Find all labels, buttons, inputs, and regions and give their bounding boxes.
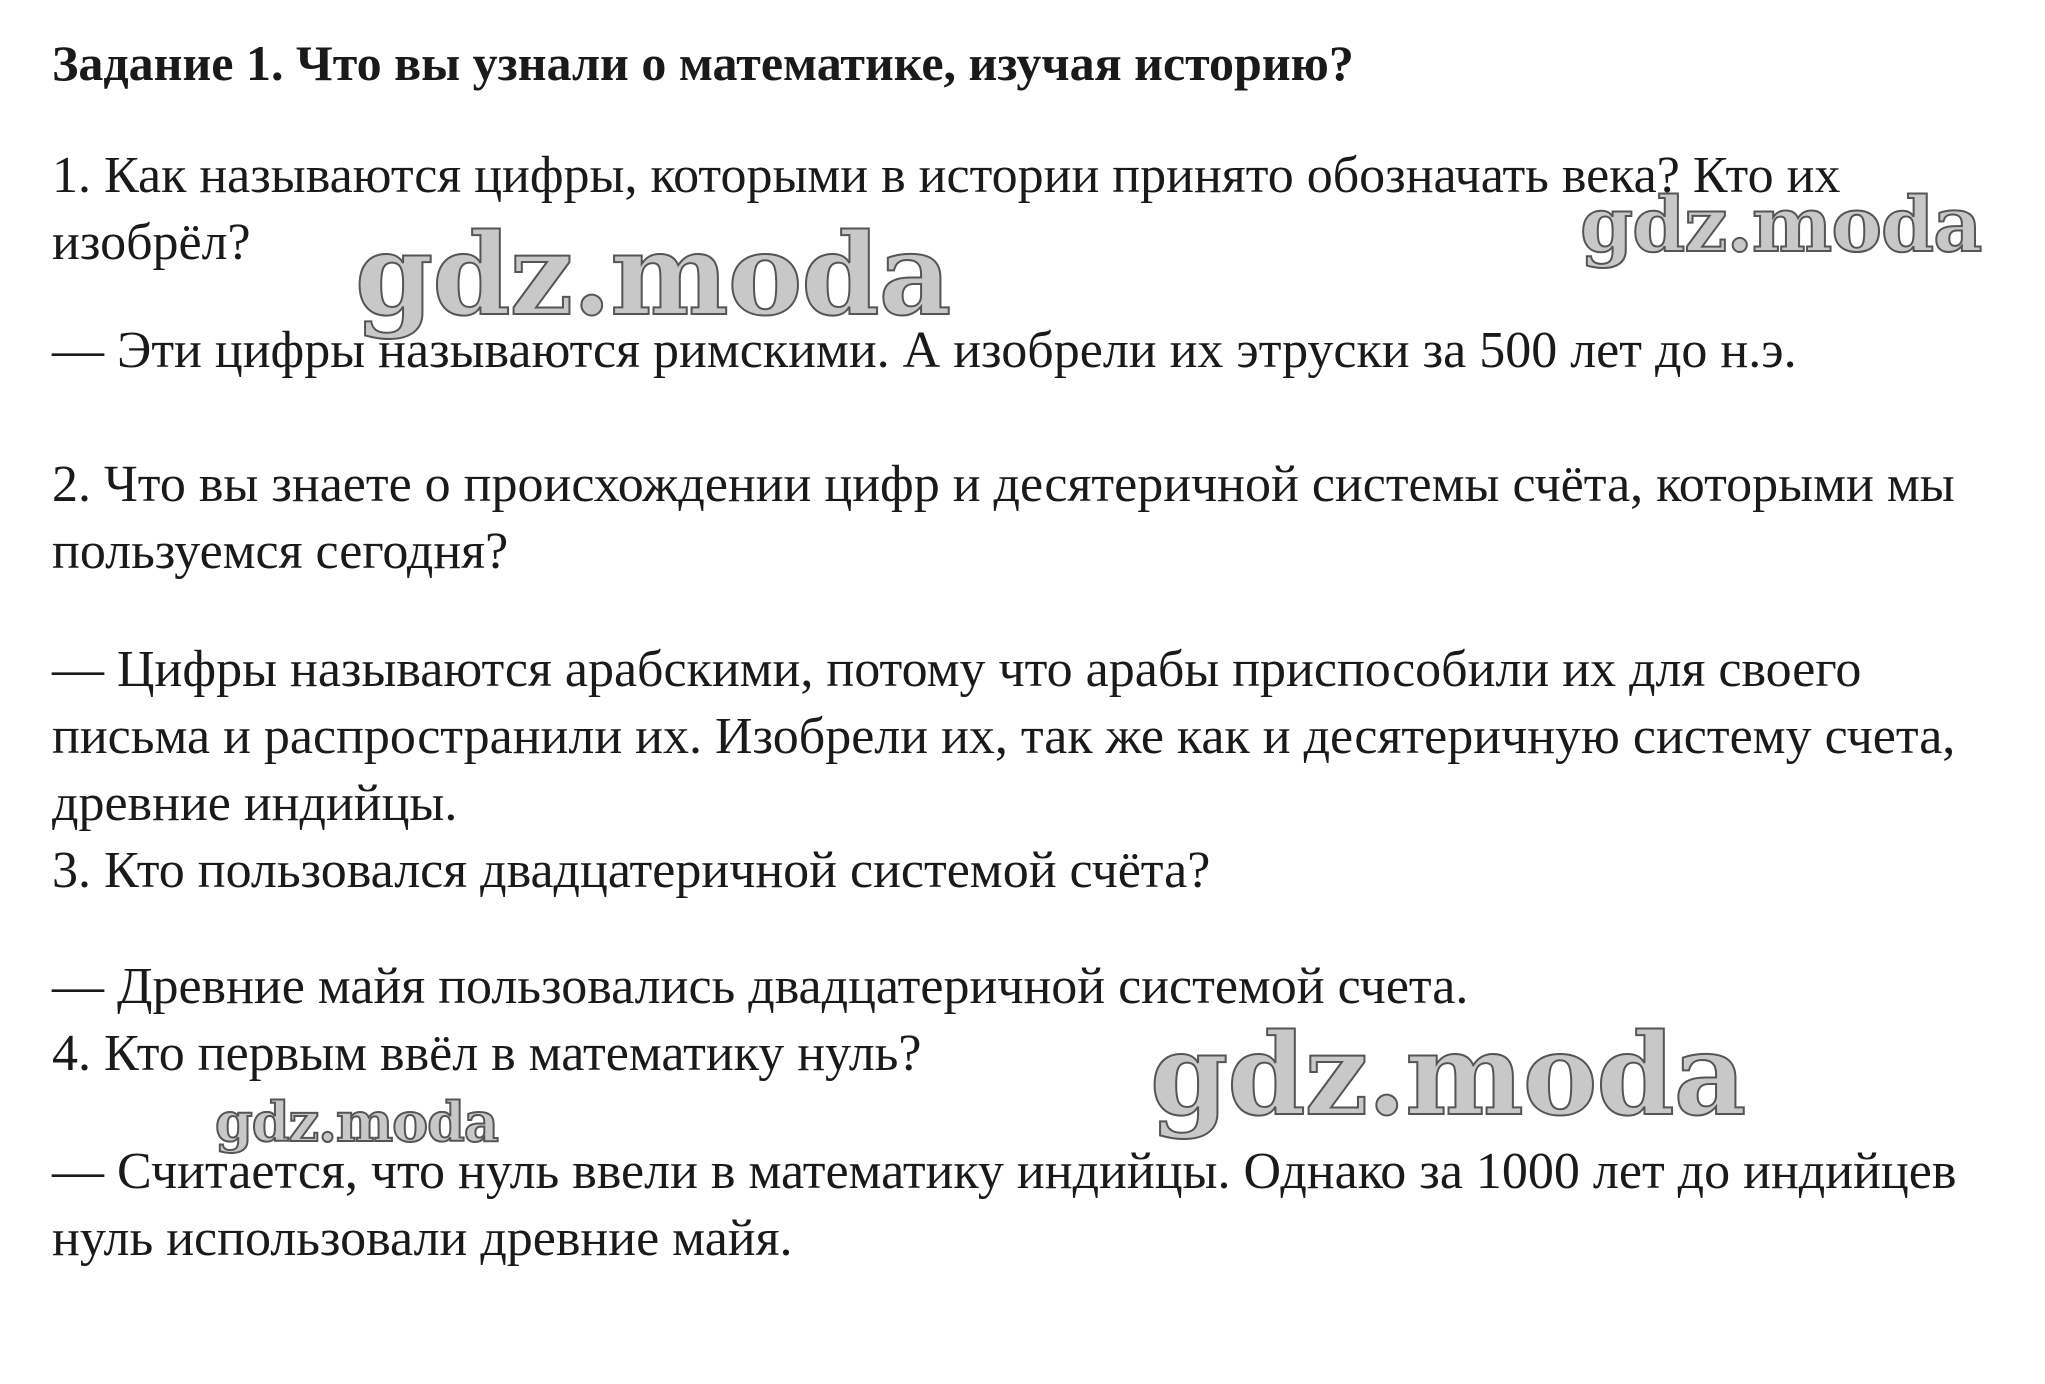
answer-1: — Эти цифры называются римскими. А изобрели их этруски за 500 лет до н.э. — [52, 322, 1797, 379]
answer-2: — Цифры называются арабскими, потому что арабы приспособили их для своего письма и распространили их. Изобрели их, так же как и десятеричную систему счета, древние индийцы. — [52, 641, 1956, 832]
answer-4: — Считается, что нуль ввели в математику индийцы. Однако за 1000 лет до индийцев нуль использовали древние майя. — [52, 1143, 1957, 1267]
question-2: 2. Что вы знаете о происхождении цифр и десятеричной системы счёта, которыми мы пользуемся сегодня? — [52, 456, 1955, 580]
watermark-logo: gdz.moda — [1580, 180, 1982, 269]
task-title: Задание 1. Что вы узнали о математике, изучая историю? — [52, 35, 1354, 91]
answer-3: — Древние майя пользовались двадцатеричной системой счета. — [52, 958, 1469, 1015]
watermark-logo: gdz.moda — [1150, 1010, 1746, 1141]
question-4: 4. Кто первым ввёл в математику нуль? — [52, 1025, 922, 1082]
question-1: 1. Как называются цифры, которыми в истории принято обозначать века? Кто их изобрёл? — [52, 147, 1841, 271]
question-3: 3. Кто пользовался двадцатеричной системой счёта? — [52, 842, 1211, 899]
watermark-logo: gdz.moda — [215, 1090, 498, 1154]
watermark-logo: gdz.moda — [355, 210, 951, 341]
